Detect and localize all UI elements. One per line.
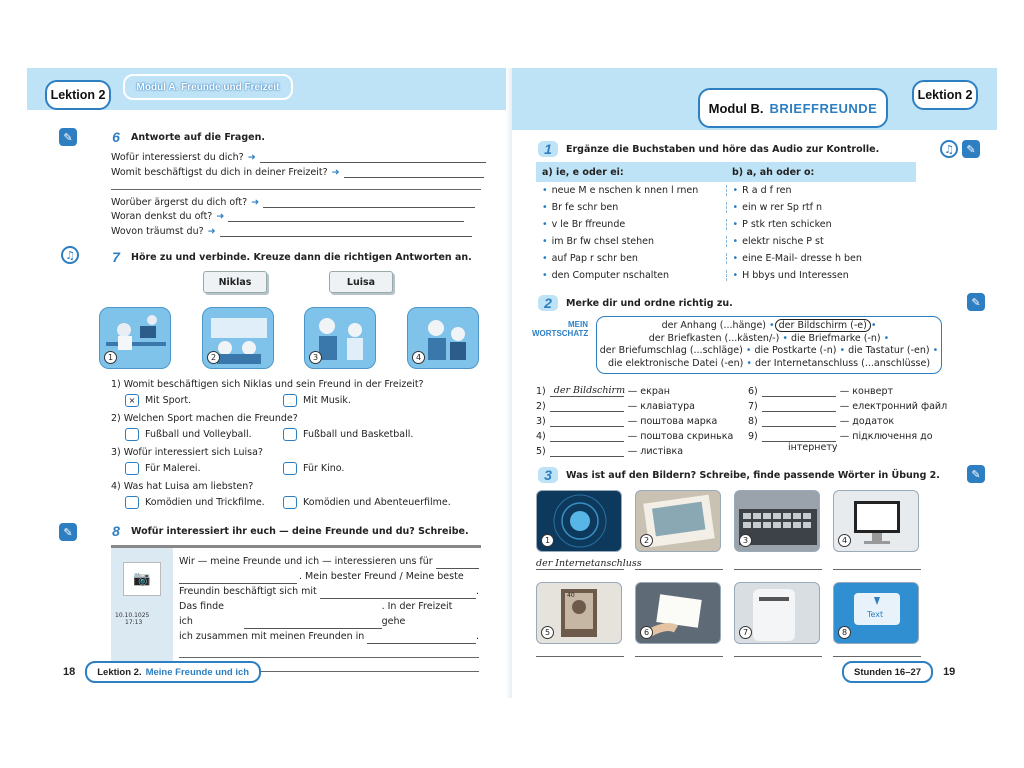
item-number: 9) (748, 431, 758, 442)
match-item (536, 446, 683, 457)
ex1-title: Ergänze die Buchstaben und höre das Audio zur Kontrolle. (566, 143, 880, 155)
translation: — листівка (627, 446, 684, 457)
ex1-phrase: eine E-Mail- dresse h ben (742, 253, 862, 264)
vocab-word: die Postkarte (-n) (754, 345, 837, 356)
ex3-title: Was ist auf den Bildern? Schreibe, finde passende Wörter in Übung 2. (566, 469, 940, 481)
answer-rule[interactable] (111, 189, 481, 190)
right-page (512, 68, 997, 698)
ex7-option[interactable] (283, 462, 344, 475)
col-a-head: a) ie, e oder ei: (542, 166, 624, 178)
text-line: Wir — meine Freunde und ich — interessieren uns für (179, 556, 433, 567)
ex7-question-4: 4) Was hat Luisa am liebsten? (111, 481, 254, 492)
answer-blank[interactable] (367, 634, 476, 644)
photo-8[interactable] (833, 582, 919, 644)
translation: — поштова марка (627, 416, 718, 427)
bullet-icon: • (732, 219, 739, 230)
answer-line[interactable] (734, 569, 822, 570)
ex1-phrase: im Br fw chsel stehen (551, 236, 655, 247)
translation: — електронний файл (839, 401, 948, 412)
headphones-icon: ♫ (61, 246, 79, 264)
arrow-icon: ➜ (251, 197, 260, 208)
photo-5[interactable] (536, 582, 622, 644)
ex2-number: 2 (544, 295, 552, 311)
bullet-icon: • (542, 202, 548, 213)
bullet-icon: • (542, 253, 548, 264)
thumb-date: 10.10.1025 (115, 612, 150, 619)
answer-blank[interactable] (762, 432, 836, 442)
handwritten-answer: der Internetanschluss (536, 558, 642, 569)
photo-number: 3 (739, 534, 752, 547)
option-label: Für Kino. (303, 463, 345, 474)
ex1-row (536, 199, 916, 216)
text-line: Freundin beschäftigt sich mit (179, 586, 317, 597)
ex1-cell-b[interactable] (727, 270, 917, 281)
picture-2[interactable] (202, 307, 274, 369)
bullet-icon: • (542, 236, 548, 247)
checkbox[interactable] (125, 428, 139, 441)
answer-blank[interactable] (550, 401, 624, 412)
ex1-cell-a[interactable] (536, 202, 727, 213)
text-line: ich zusammen mit meinen Freunden in (179, 631, 365, 642)
question-text: Woran denkst du oft? (111, 211, 213, 222)
ex1-cell-b[interactable] (727, 236, 917, 247)
ex7-question-3: 3) Wofür interessiert sich Luisa? (111, 447, 263, 458)
option-label: Mit Sport. (145, 395, 192, 406)
photo-number: 7 (739, 626, 752, 639)
ex1-phrase: elektr nische P st (742, 236, 824, 247)
camera-icon: 📷 (123, 562, 161, 596)
left-footer (63, 661, 261, 683)
ex1-heading (538, 141, 879, 157)
translation: — клавіатура (627, 401, 695, 412)
vocab-word: die Briefmarke (-n) (790, 332, 881, 344)
ex8-writing-box (111, 545, 481, 661)
translation: — додаток (839, 416, 895, 427)
arrow-icon: ➜ (207, 226, 216, 237)
bullet-icon: • (542, 185, 548, 196)
translation: — підключення до (839, 431, 933, 442)
answer-line[interactable] (635, 656, 723, 657)
textbook-spread (27, 68, 997, 698)
col-b-head: b) a, ah oder o: (732, 166, 815, 178)
answer-blank[interactable] (263, 198, 475, 208)
option-label: Für Malerei. (145, 463, 201, 474)
option-label: Komödien und Trickfilme. (145, 497, 265, 508)
ex7-question-1: 1) Womit beschäftigen sich Niklas und sein Freund in der Freizeit? (111, 379, 424, 390)
photo-number: 1 (541, 534, 554, 547)
ex7-heading (109, 249, 472, 265)
ex1-cell-b[interactable] (727, 185, 917, 196)
ex7-option[interactable] (283, 428, 413, 441)
ex6-number: 6 (112, 129, 120, 145)
ex6-q5 (111, 226, 472, 237)
ex7-option[interactable] (125, 428, 252, 441)
question-text: Wofür interessierst du dich? (111, 152, 244, 163)
ex7-option[interactable] (283, 394, 351, 407)
ex1-cell-a[interactable] (536, 253, 727, 264)
left-page (27, 68, 512, 698)
answer-line[interactable] (536, 569, 624, 570)
ex1-cell-b[interactable] (727, 219, 917, 230)
bullet-icon: • (542, 270, 548, 281)
answer-blank[interactable] (320, 589, 476, 599)
lektion-tab: Lektion 2 (912, 80, 978, 110)
answer-blank[interactable] (762, 387, 836, 397)
vocab-word: der Briefumschlag (...schläge) (599, 345, 743, 356)
pencil-icon: ✎ (59, 523, 77, 541)
item-number: 7) (748, 401, 758, 412)
item-number: 5) (536, 446, 546, 457)
ex8-heading (109, 523, 469, 539)
footer-title: Meine Freunde und ich (145, 666, 250, 678)
footer-tab (842, 661, 933, 683)
picture-number: 4 (412, 351, 425, 364)
footer-lektion: Lektion 2. (97, 666, 142, 678)
answer-blank[interactable] (244, 619, 382, 629)
match-item (536, 431, 733, 442)
ex1-row (536, 250, 916, 267)
answer-blank[interactable] (220, 227, 472, 237)
vocab-word-circled: der Bildschirm (-e) (775, 319, 871, 332)
name-niklas[interactable]: Niklas (203, 271, 267, 293)
ex1-phrase: Br fe schr ben (551, 202, 619, 213)
ex3-number: 3 (544, 467, 552, 483)
match-item (748, 401, 947, 412)
picture-number: 2 (207, 351, 220, 364)
answer-blank[interactable] (179, 574, 297, 584)
match-item (536, 386, 670, 397)
checkbox[interactable] (125, 496, 139, 509)
ex7-option[interactable] (125, 462, 201, 475)
text-line: . In der Freizeit gehe (381, 601, 453, 627)
photo-6[interactable] (635, 582, 721, 644)
ex7-title: Höre zu und verbinde. Kreuze dann die richtigen Antworten an. (131, 251, 472, 263)
name-luisa[interactable]: Luisa (329, 271, 393, 293)
modul-tab: Modul A. Freunde und Freizeit (123, 74, 293, 100)
ex1-number: 1 (544, 141, 552, 157)
ex6-q4 (111, 211, 464, 222)
ex1-number-box (538, 141, 558, 157)
bullet-icon: • (732, 253, 739, 264)
picture-1[interactable] (99, 307, 171, 369)
ex1-cell-a[interactable] (536, 270, 727, 281)
modul-b-tab (698, 88, 888, 128)
photo-3[interactable] (734, 490, 820, 552)
ex7-option[interactable] (125, 394, 191, 407)
text-line: . Mein bester Freund / Meine beste (299, 571, 464, 582)
translation: — екран (627, 386, 670, 397)
text-line: Das finde ich (179, 601, 224, 627)
ex1-table (536, 162, 916, 284)
answer-blank[interactable] (762, 417, 836, 427)
ex1-phrase: neue M e nschen k nnen l rnen (551, 185, 699, 196)
item-number: 1) (536, 386, 546, 397)
checkbox[interactable] (283, 394, 297, 407)
arrow-icon: ➜ (331, 167, 340, 178)
ex1-cell-a[interactable] (536, 236, 727, 247)
pencil-icon: ✎ (967, 293, 985, 311)
answer-blank[interactable] (550, 446, 624, 457)
answer-blank[interactable] (436, 559, 479, 569)
picture-number: 3 (309, 351, 322, 364)
translation: — поштова скринька (627, 431, 734, 442)
ex1-row (536, 182, 916, 199)
ex1-phrase: P stk rten schicken (742, 219, 832, 230)
vocab-line: der Briefkasten (...kästen/-) • die Briefmarke (-n) • (648, 332, 890, 344)
match-item (748, 416, 894, 427)
bullet-icon: • (732, 202, 739, 213)
picture-4[interactable] (407, 307, 479, 369)
item-number: 2) (536, 401, 546, 412)
lektion-tab: Lektion 2 (45, 80, 111, 110)
answer-blank[interactable] (550, 416, 624, 427)
ex1-phrase: H bbys und Interessen (742, 270, 849, 281)
arrow-icon: ➜ (247, 152, 256, 163)
photo-7[interactable] (734, 582, 820, 644)
checkbox[interactable]: × (125, 394, 139, 407)
ex6-q2 (111, 167, 484, 178)
picture-3[interactable] (304, 307, 376, 369)
answer-blank[interactable] (344, 168, 484, 178)
answer-blank[interactable] (228, 212, 464, 222)
ex1-phrase: R a d f ren (742, 185, 792, 196)
ex1-cell-a[interactable] (536, 219, 727, 230)
ex3-heading (538, 467, 940, 483)
ex1-phrase: auf Pap r schr ben (551, 253, 638, 264)
ex6-q3 (111, 197, 475, 208)
bullet-icon: • (732, 236, 739, 247)
item-number: 8) (748, 416, 758, 427)
ex7-question-2: 2) Welchen Sport machen die Freunde? (111, 413, 298, 424)
ex6-heading (109, 129, 265, 145)
photo-number: 8 (838, 626, 851, 639)
ex1-phrase: den Computer nschalten (551, 270, 670, 281)
photo-text: Text (867, 610, 884, 619)
question-text: Worüber ärgerst du dich oft? (111, 197, 248, 208)
headphones-icon: ♫ (940, 140, 958, 158)
photo-number: 6 (640, 626, 653, 639)
checkbox[interactable] (283, 496, 297, 509)
answer-line[interactable] (734, 656, 822, 657)
ex3-number-box (538, 467, 558, 483)
pencil-icon: ✎ (962, 140, 980, 158)
page-number: 18 (63, 666, 76, 678)
bullet-icon: • (732, 185, 739, 196)
ex3-answer-1[interactable] (536, 558, 642, 569)
vocabulary-box (596, 316, 942, 374)
item-number: 3) (536, 416, 546, 427)
page-number: 19 (943, 666, 956, 678)
photo-1[interactable] (536, 490, 622, 552)
vocab-line: die elektronische Datei (-en) • der Internetanschluss (...anschlüsse) (607, 357, 931, 369)
vocab-line: der Briefumschlag (...schläge) • die Postkarte (-n) • die Tastatur (-en) • (599, 345, 939, 356)
match-item (748, 431, 933, 442)
ex1-row (536, 267, 916, 284)
ex1-cell-b[interactable] (727, 202, 917, 213)
answer-blank[interactable] (762, 402, 836, 412)
ex1-cell-a[interactable] (536, 185, 727, 196)
vocab-word: der Anhang (...hänge) (661, 320, 767, 331)
modul-title: BRIEFFREUNDE (769, 100, 878, 116)
answer-blank[interactable]: der Bildschirm (550, 386, 624, 397)
translation: — конверт (839, 386, 894, 397)
question-text: Wovon träumst du? (111, 226, 204, 237)
ex2-title: Merke dir und ordne richtig zu. (566, 297, 733, 309)
thumb-time: 17:13 (125, 619, 143, 626)
footer-title: Stunden 16–27 (854, 666, 922, 678)
match-item (748, 386, 893, 397)
modul-label: Modul B. (708, 100, 764, 116)
answer-blank[interactable] (260, 153, 486, 163)
ex7-number: 7 (112, 249, 120, 265)
bullet-icon: • (732, 270, 739, 281)
ex7-option[interactable] (125, 496, 265, 509)
option-label: Mit Musik. (303, 395, 351, 406)
vocab-word: der Briefkasten (...kästen/-) (648, 332, 780, 344)
photo-4[interactable] (833, 490, 919, 552)
match-item (536, 416, 717, 427)
item-number: 4) (536, 431, 546, 442)
ex2-heading (538, 295, 733, 311)
vocab-word: der Internetanschluss (...anschlüsse) (755, 357, 931, 369)
match-item (536, 401, 695, 412)
mein-wortschatz-label: MEIN WORTSCHATZ (532, 320, 589, 338)
answer-blank[interactable] (550, 431, 624, 442)
option-label: Fußball und Volleyball. (145, 429, 252, 440)
ex8-title: Wofür interessiert ihr euch — deine Freunde und du? Schreibe. (131, 525, 469, 537)
ex1-phrase: ein w rer Sp rtf n (742, 202, 822, 213)
ex2-number-box (538, 295, 558, 311)
photo-number: 5 (541, 626, 554, 639)
ex6-q1 (111, 152, 486, 163)
vocab-word: die Tastatur (-en) (848, 345, 930, 356)
checkbox[interactable] (283, 428, 297, 441)
answer-rule[interactable] (179, 644, 479, 658)
ex1-row (536, 216, 916, 233)
ex1-phrase: v le Br ffreunde (551, 219, 626, 230)
extra-line: інтернету (788, 442, 838, 453)
image-placeholder (111, 548, 173, 661)
arrow-icon: ➜ (216, 211, 225, 222)
right-footer (842, 661, 955, 683)
photo-number: 4 (838, 534, 851, 547)
checkbox[interactable] (125, 462, 139, 475)
ex8-text: Wir — meine Freunde und ich — interessieren uns für . Mein bester Freund / Meine beste Freundin beschäftigt sich mit . Das finde ich . In der Freizeit gehe ich zusammen mit meinen Freunden in . (179, 554, 479, 672)
answer-line[interactable] (833, 656, 921, 657)
checkbox[interactable] (283, 462, 297, 475)
photo-number: 2 (640, 534, 653, 547)
picture-number: 1 (104, 351, 117, 364)
answer-line[interactable] (536, 656, 624, 657)
ex8-number: 8 (112, 523, 120, 539)
pencil-icon: ✎ (59, 128, 77, 146)
pencil-icon: ✎ (967, 465, 985, 483)
item-number: 6) (748, 386, 758, 397)
ex1-cell-b[interactable] (727, 253, 917, 264)
answer-line[interactable] (635, 569, 723, 570)
vocab-word: die elektronische Datei (-en) (607, 357, 744, 369)
svg-text:40: 40 (567, 592, 575, 599)
vocab-line: der Anhang (...hänge) • der Bildschirm (-e) • (661, 320, 877, 331)
ex7-option[interactable] (283, 496, 451, 509)
ex6-title: Antworte auf die Fragen. (131, 131, 265, 143)
answer-line[interactable] (833, 569, 921, 570)
option-label: Komödien und Abenteuerfilme. (303, 497, 451, 508)
option-label: Fußball und Basketball. (303, 429, 414, 440)
question-text: Womit beschäftigst du dich in deiner Freizeit? (111, 167, 328, 178)
ex1-row (536, 233, 916, 250)
ex1-table-head (536, 162, 916, 182)
bullet-icon: • (542, 219, 548, 230)
photo-2[interactable] (635, 490, 721, 552)
footer-tab (85, 661, 261, 683)
